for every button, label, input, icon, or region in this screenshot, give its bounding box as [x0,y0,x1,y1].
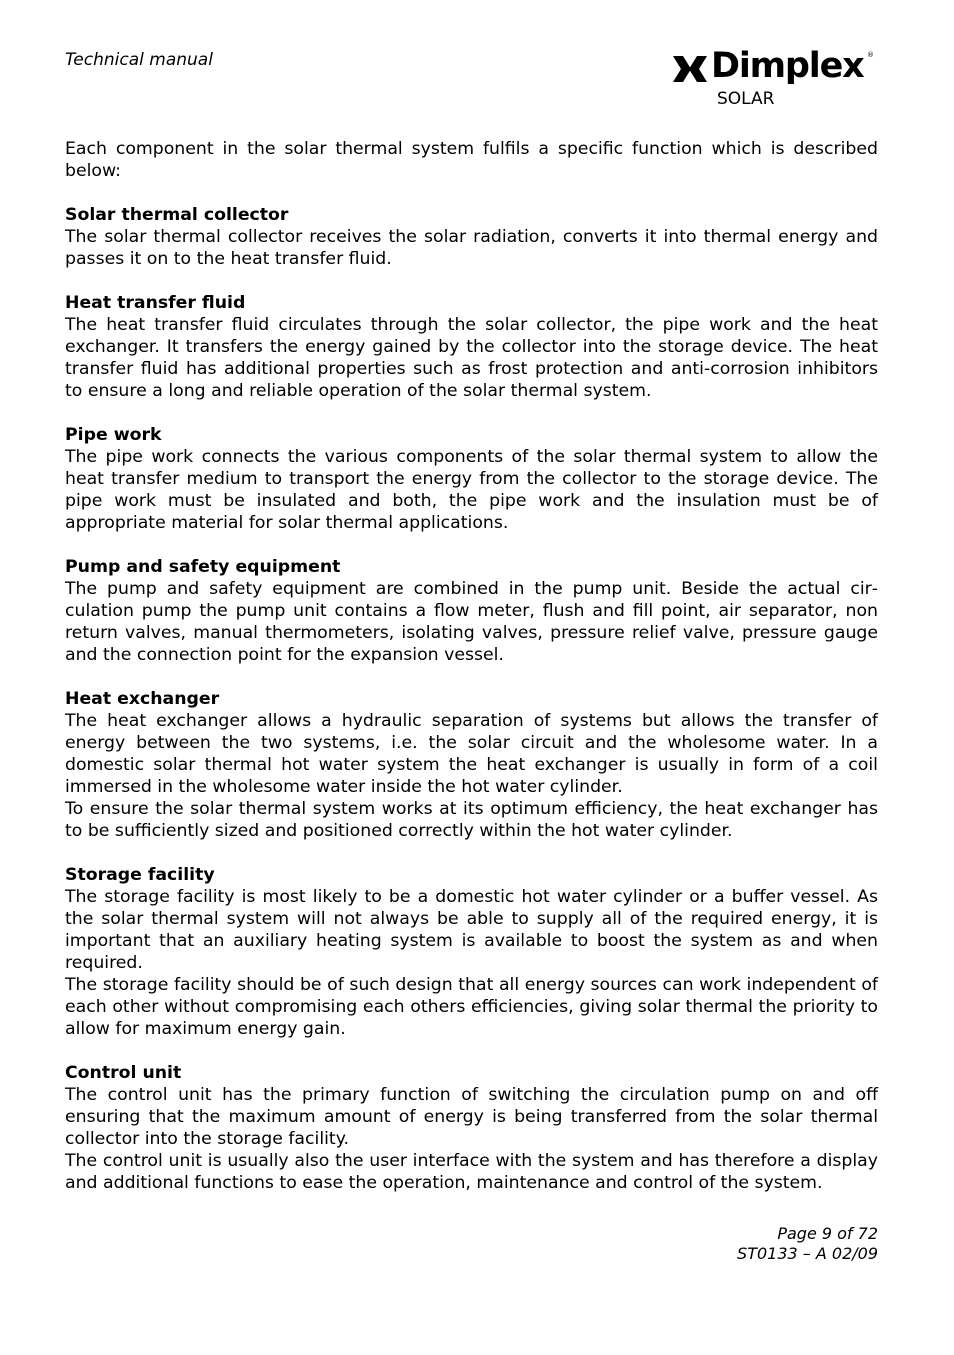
section-heading: Solar thermal collector [65,205,289,225]
page-footer [737,1224,878,1264]
section-paragraph: The storage facility should be of such design that all energy sources can work independent of each other without compromising each others efficiencies, giving solar thermal the priority to allow for maximum energy gain. [65,975,878,1039]
section-paragraph: The pipe work connects the various components of the solar thermal system to allow the heat transfer medium to transport the energy from the collector to the storage device. The pipe work must be insulated and both, the pipe work and the insulation must be of appropriate material for solar thermal applications. [65,447,878,533]
section-paragraph: The control unit has the primary function of switching the circulation pump on and off ensuring that the maximum amount of energy is being transferred from the solar thermal collector into the storage facility. [65,1085,878,1149]
document-reference: ST0133 – A 02/09 [737,1244,878,1263]
section-heading: Control unit [65,1063,182,1083]
section-heat-exchanger [65,688,878,842]
section-heading: Pump and safety equipment [65,557,341,577]
section-paragraph: The heat exchanger allows a hydraulic separation of systems but allows the transfer of energy between the two systems, i.e. the solar circuit and the wholesome water. In a domestic solar thermal hot water system the heat exchanger is usually in form of a coil immersed in the wholesome water inside the hot water cylinder. [65,711,878,797]
section-storage-facility [65,864,878,1040]
brand-name: Dimplex [711,46,864,86]
document-type: Technical manual [65,50,213,70]
section-paragraph: To ensure the solar thermal system works at its optimum efficiency, the heat exchanger has to be sufficiently sized and positioned correctly within the hot water cylinder. [65,799,878,841]
section-heading: Storage facility [65,865,215,885]
section-paragraph: The control unit is usually also the user interface with the system and has therefore a display and additional functions to ease the operation, maintenance and control of the system. [65,1151,878,1193]
section-pipe-work [65,424,878,534]
section-paragraph: The heat transfer fluid circulates through the solar collector, the pipe work and the heat exchanger. It transfers the energy gained by the collector into the storage device. The heat transfer fluid has additional properties such as frost protection and anti-corrosion inhibitors to ensure a long and reliable operation of the solar thermal system. [65,315,878,401]
section-paragraph: The pump and safety equipment are combined in the pump unit. Beside the actual circulation pump the pump unit contains a flow meter, flush and fill point, air separator, non return valves, manual thermometers, isolating valves, pressure relief valve, pressure gauge and the connection point for the expansion vessel. [65,579,878,665]
dimplex-logo [671,46,876,88]
page-number: Page 9 of 72 [777,1224,878,1243]
section-heat-transfer-fluid [65,292,878,402]
section-pump-and-safety-equipment [65,556,878,666]
section-heading: Heat transfer fluid [65,293,246,313]
section-paragraph: The solar thermal collector receives the solar radiation, converts it into thermal energy and passes it on to the heat transfer fluid. [65,227,878,269]
document-body [65,138,878,1194]
sub-brand: SOLAR [717,89,775,109]
section-heading: Pipe work [65,425,162,445]
section-control-unit [65,1062,878,1194]
section-solar-thermal-collector [65,204,878,270]
section-heading: Heat exchanger [65,689,220,709]
section-paragraph: The storage facility is most likely to be a domestic hot water cylinder or a buffer vessel. As the solar thermal system will not always be able to supply all of the required energy, it is important that an auxiliary heating system is available to boost the system as and when required. [65,887,878,973]
intro-paragraph: Each component in the solar thermal system fulfils a specific function which is described below: [65,139,878,181]
registered-mark: ® [867,51,874,59]
dimplex-mark-icon [671,50,709,88]
